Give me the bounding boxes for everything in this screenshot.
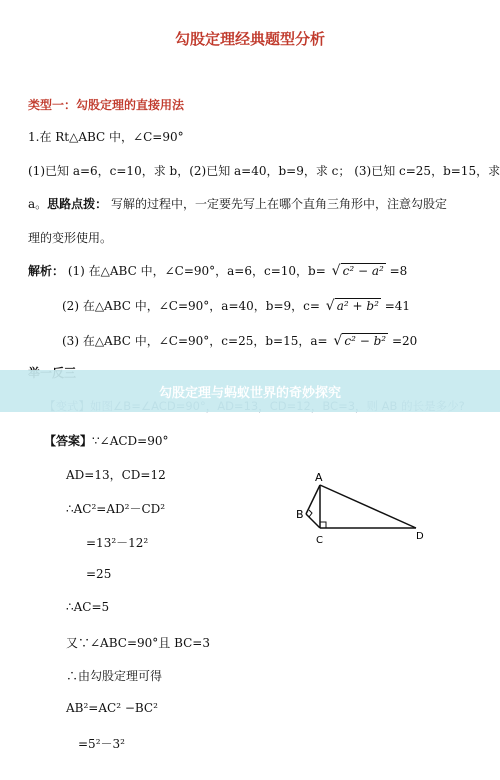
section-heading-type1: 类型一：勾股定理的直接用法 — [28, 98, 185, 112]
answer-line-2: AD=13，CD=12 — [66, 468, 166, 482]
question-1-a: a。 — [28, 197, 48, 211]
right-angle-mark-b — [309, 510, 312, 517]
analysis-1 — [28, 262, 407, 279]
segment-ab — [306, 485, 320, 514]
segment-bc — [306, 514, 320, 528]
page-title: 勾股定理经典题型分析 — [174, 30, 325, 48]
question-1-line2: (1)已知 a=6，c=10，求 b，(2)已知 a=40，b=9，求 c； (3)已知 c=25，b=15，求 — [28, 164, 500, 178]
analysis-1-result: =8 — [389, 264, 408, 278]
answer-line-5: =25 — [86, 567, 112, 581]
answer-line-9: AB²=AC² −BC² — [66, 701, 158, 715]
answer-line-8: ∴由勾股定理可得 — [66, 669, 163, 683]
question-1-line1: 1.在 Rt△ABC 中，∠C=90° — [28, 130, 184, 144]
analysis-1-text: (1) 在△ABC 中，∠C=90°，a=6，c=10，b= — [67, 264, 326, 278]
analysis-label: 解析： — [28, 264, 65, 278]
sqrt-expression-3: √ c² − b² — [333, 333, 387, 349]
analysis-3 — [62, 332, 417, 349]
answer-line-4: =13²－12² — [86, 536, 149, 550]
answer-line-3: ∴AC²=AD²－CD² — [66, 502, 166, 516]
label-a: A — [315, 471, 323, 484]
overlay-banner-text: 勾股定理与蚂蚁世界的奇妙探究 — [158, 386, 341, 401]
sqrt-expression-2: √ a² + b² — [325, 298, 379, 314]
analysis-2-text: (2) 在△ABC 中，∠C=90°，a=40，b=9，c= — [62, 299, 320, 313]
answer-line-1: 【答案】∵∠ACD=90° — [44, 434, 169, 448]
label-d: D — [416, 531, 424, 542]
answer-line-6: ∴AC=5 — [66, 600, 110, 614]
analysis-2-result: =41 — [384, 299, 411, 313]
question-1-line4: 理的变形使用。 — [28, 231, 113, 245]
answer-line-7: 又∵∠ABC=90°且 BC=3 — [66, 636, 210, 650]
analysis-2 — [62, 297, 410, 314]
segment-ad — [320, 485, 416, 528]
answer-label: 【答案】 — [44, 434, 93, 448]
label-b: B — [296, 508, 304, 521]
hint-label: 思路点拨： — [47, 197, 108, 211]
answer-line-10: =5²－3² — [78, 737, 125, 751]
label-c: C — [316, 535, 323, 546]
analysis-3-text: (3) 在△ABC 中，∠C=90°，c=25，b=15，a= — [62, 334, 328, 348]
right-angle-mark-c — [320, 522, 326, 528]
triangle-figure — [285, 470, 435, 550]
hint-text: 写解的过程中，一定要先写上在哪个直角三角形中，注意勾股定 — [111, 197, 448, 211]
analysis-3-result: =20 — [391, 334, 418, 348]
question-1-line3 — [28, 195, 447, 212]
sqrt-expression-1: √ c² − a² — [331, 263, 384, 279]
